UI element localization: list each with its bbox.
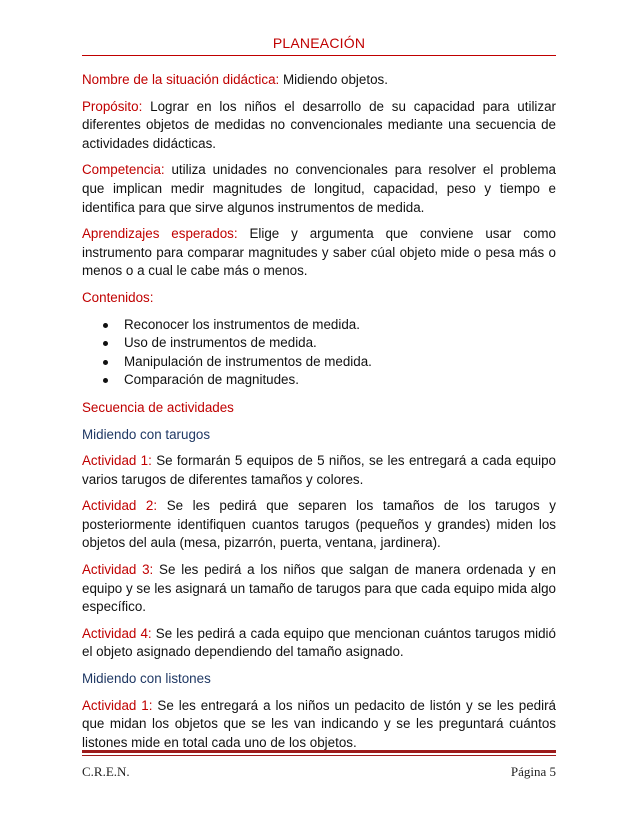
nombre-label: Nombre de la situación didáctica: <box>82 72 280 87</box>
list-item-text: Reconocer los instrumentos de medida. <box>124 316 360 332</box>
actividad-text: Se les entregará a los niños un pedacito de listón y se les pedirá que midan los objetos que se les van indicando y se les preguntará cuántos listones mide en total cada uno de los objetos. <box>82 697 556 750</box>
list-item-text: Comparación de magnitudes. <box>124 372 299 388</box>
nombre-text: Midiendo objetos. <box>279 72 388 87</box>
footer-institution: C.R.E.N. <box>82 764 130 779</box>
footer-page-number: Página 5 <box>510 764 556 779</box>
listones-actividad-1 <box>82 697 556 753</box>
footer-divider-thick <box>82 750 556 753</box>
aprendizajes-label: Aprendizajes esperados: <box>82 226 238 242</box>
bullet-icon <box>103 341 108 346</box>
bullet-icon <box>103 360 108 365</box>
aprendizajes-text: Elige y argumenta que conviene usar como instrumento para comparar magnitudes y saber cúal objeto mide o pesa más o menos o a cual le cabe más o menos. <box>82 226 556 279</box>
tarugos-actividad-3 <box>82 561 556 617</box>
bullet-icon <box>103 323 108 328</box>
proposito-label: Propósito: <box>82 98 143 114</box>
bullet-icon <box>103 378 108 383</box>
tarugos-subtitle: Midiendo con tarugos <box>82 426 211 442</box>
actividad-text: Se formarán 5 equipos de 5 niños, se les entregará a cada equipo varios tarugos de diferentes tamaños y colores. <box>82 453 557 487</box>
competencia-paragraph <box>82 161 556 217</box>
actividad-text: Se les pedirá que separen los tamaños de los tarugos y posteriormente identifiquen cuantos tarugos (pequeños y grandes) miden los objetos del aula (mesa, pizarrón, puerta, ventana, jardinera). <box>82 498 556 551</box>
contenidos-list <box>82 316 556 390</box>
secuencia-heading: Secuencia de actividades <box>82 399 234 415</box>
competencia-text: utiliza unidades no convencionales para resolver el problema que implican medir magnitudes de longitud, capacidad, peso y tiempo e identifica para que sirve algunos instrumentos de medida. <box>82 162 556 215</box>
nombre-paragraph <box>82 71 556 90</box>
aprendizajes-paragraph <box>82 225 556 281</box>
document-body <box>82 71 556 760</box>
actividad-label: Actividad 3: <box>82 562 154 578</box>
proposito-text: Lograr en los niños el desarrollo de su capacidad para utilizar diferentes objetos de medidas no convencionales mediante una secuencia de actividades didácticas. <box>82 98 556 151</box>
list-item-text: Manipulación de instrumentos de medida. <box>124 353 372 369</box>
list-item <box>82 334 556 353</box>
contenidos-heading: Contenidos: <box>82 289 154 305</box>
proposito-paragraph <box>82 98 556 154</box>
actividad-text: Se les pedirá a cada equipo que mencionan cuántos tarugos midió el objeto asignado dependiendo del tamaño asignado. <box>82 625 556 660</box>
listones-subtitle: Midiendo con listones <box>82 671 211 687</box>
actividad-label: Actividad 2: <box>82 498 158 514</box>
list-item <box>82 371 556 390</box>
actividad-text: Se les pedirá a los niños que salgan de manera ordenada y en equipo y se les asignará un tamaño de tarugos para que cada equipo mida algo específico. <box>82 562 556 615</box>
tarugos-actividad-2 <box>82 497 556 553</box>
list-item-text: Uso de instrumentos de medida. <box>124 335 317 351</box>
actividad-label: Actividad 4: <box>82 625 152 641</box>
page-header-title: PLANEACIÓN <box>272 35 366 51</box>
header-divider <box>82 55 556 56</box>
actividad-label: Actividad 1: <box>82 453 152 469</box>
footer-divider-thin <box>82 755 556 756</box>
competencia-label: Competencia: <box>82 162 165 178</box>
actividad-label: Actividad 1: <box>82 697 153 713</box>
tarugos-actividad-4 <box>82 625 556 662</box>
list-item <box>82 353 556 372</box>
tarugos-actividad-1 <box>82 452 556 489</box>
list-item <box>82 316 556 335</box>
